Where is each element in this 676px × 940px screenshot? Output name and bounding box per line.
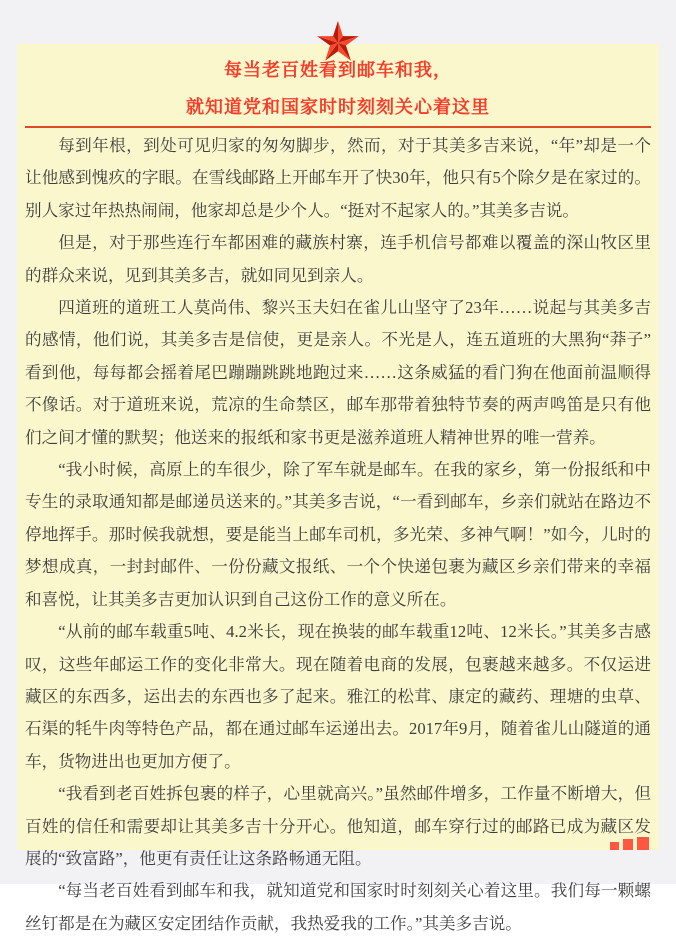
article-title-line2: 就知道党和国家时时刻刻关心着这里 (186, 97, 490, 117)
red-square-small-icon (610, 842, 619, 850)
paragraph: 但是，对于那些连行车都困难的藏族村寨，连手机信号都难以覆盖的深山牧区里的群众来说，见到其美多吉，就如同见到亲人。 (25, 233, 651, 285)
paragraph: “从前的邮车载重5吨、4.2米长，现在换装的邮车载重12吨、12米长。”其美多吉感叹，这些年邮运工作的变化非常大。现在随着电商的发展，包裹越来越多。不仅运进藏区的东西多，运出去的东西也多了起来。雅江的松茸、康定的藏药、理塘的虫草、石渠的牦牛肉等特色产品，都在通过邮车运递出去。2017年9月，随着雀儿山隧道的通车，货物进出也更加方便了。 (25, 622, 651, 771)
red-square-large-icon (637, 837, 649, 850)
paragraph: 每到年根，到处可见归家的匆匆脚步，然而，对于其美多吉来说，“年”却是一个让他感到愧疚的字眼。在雪线邮路上开邮车开了快30年，他只有5个除夕是在家过的。别人家过年热热闹闹，他家却总是少个人。“挺对不起家人的。”其美多吉说。 (25, 136, 651, 220)
red-star-icon (316, 19, 360, 65)
paragraph: “每当老百姓看到邮车和我，就知道党和国家时时刻刻关心着这里。我们每一颗螺丝钉都是在为藏区安定团结作贡献，我热爱我的工作。”其美多吉说。 (25, 881, 651, 933)
paragraph: “我小时候，高原上的车很少，除了军车就是邮车。在我的家乡，第一份报纸和中专生的录取通知都是邮递员送来的。”其美多吉说，“一看到邮车，乡亲们就站在路边不停地挥手。那时候我就想，要是能当上邮车司机，多光荣、多神气啊！”如今，儿时的梦想成真，一封封邮件、一份份藏文报纸、一个个快递包裹为藏区乡亲们带来的幸福和喜悦，让其美多吉更加认识到自己这份工作的意义所在。 (25, 460, 651, 609)
article-sheet (17, 44, 659, 933)
article-title-line1: 每当老百姓看到邮车和我， (224, 60, 452, 80)
paragraph: 四道班的道班工人莫尚伟、黎兴玉夫妇在雀儿山坚守了23年……说起与其美多吉的感情，他们说，其美多吉是信使，更是亲人。不光是人，连五道班的大黑狗“莽子”看到他，每每都会摇着尾巴蹦蹦跳跳地跑过来……这条威猛的看门狗在他面前温顺得不像话。对于道班来说，荒凉的生命禁区，邮车那带着独特节奏的两声鸣笛是只有他们之间才懂的默契；他送来的报纸和家书更是滋养道班人精神世界的唯一营养。 (25, 298, 651, 447)
footer-squares-decoration (610, 837, 649, 850)
paragraph: “我看到老百姓拆包裹的样子，心里就高兴。”虽然邮件增多，工作量不断增大，但百姓的信任和需要却让其美多吉十分开心。他知道，邮车穿行过的邮路已成为藏区发展的“致富路”，他更有责任让这条路畅通无阻。 (25, 784, 651, 868)
red-square-medium-icon (623, 839, 633, 850)
article-body (17, 128, 659, 940)
